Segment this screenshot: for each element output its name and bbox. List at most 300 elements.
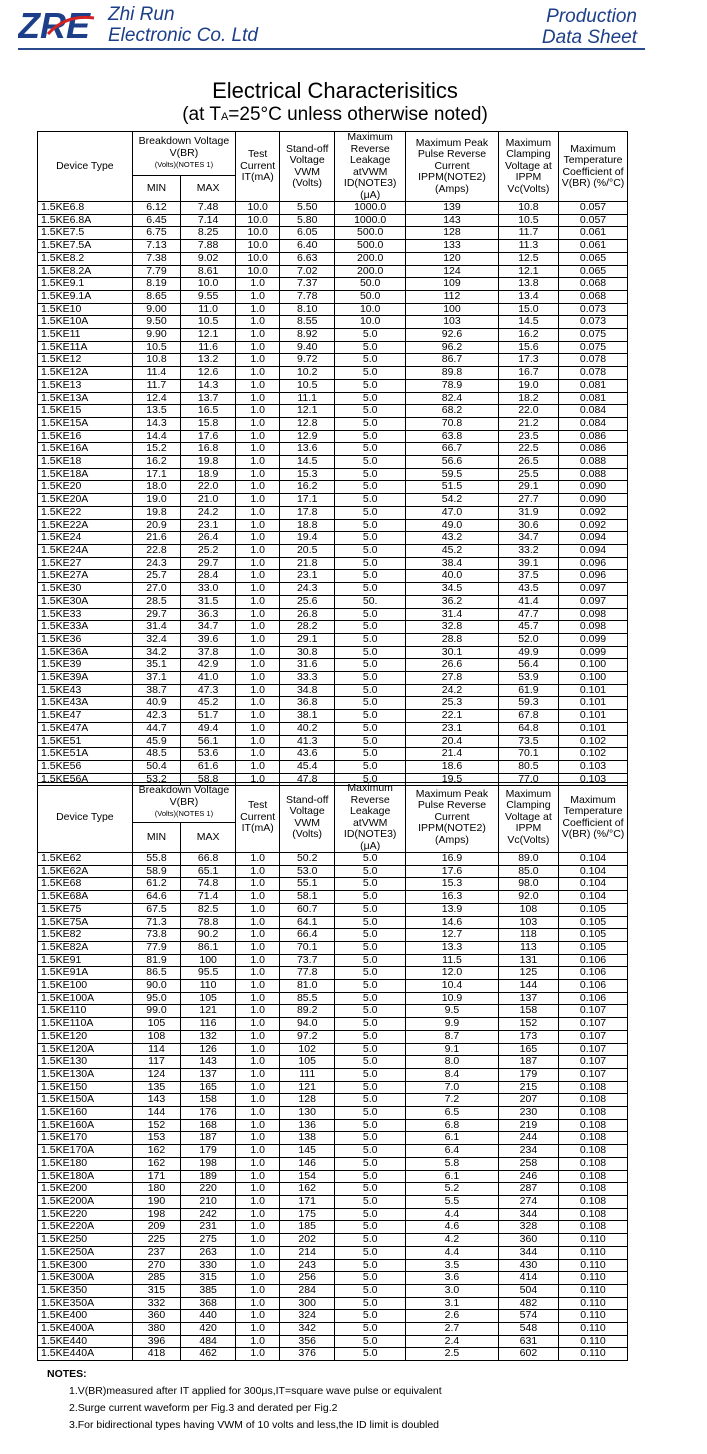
cell-peak-pulse-current: 26.6 (406, 659, 499, 672)
cell-device-type: 1.5KE33 (38, 608, 133, 621)
cell-reverse-leakage: 5.0 (335, 967, 406, 980)
cell-reverse-leakage: 5.0 (335, 1170, 406, 1183)
cell-device-type: 1.5KE170A (38, 1145, 133, 1158)
cell-test-current: 1.0 (236, 1221, 280, 1234)
cell-reverse-leakage: 5.0 (335, 1018, 406, 1031)
cell-peak-pulse-current: 3.1 (406, 1297, 499, 1310)
cell-standoff-voltage: 64.1 (280, 916, 335, 929)
cell-clamping-voltage: 344 (498, 1246, 558, 1259)
cell-temp-coefficient: 0.057 (559, 214, 628, 227)
cell-breakdown-min: 21.6 (132, 532, 180, 545)
cell-temp-coefficient: 0.108 (559, 1221, 628, 1234)
cell-breakdown-min: 180 (132, 1183, 180, 1196)
cell-peak-pulse-current: 21.4 (406, 748, 499, 761)
cell-clamping-voltage: 53.9 (498, 672, 558, 685)
cell-device-type: 1.5KE150 (38, 1081, 133, 1094)
cell-breakdown-max: 330 (181, 1259, 236, 1272)
cell-peak-pulse-current: 2.6 (406, 1310, 499, 1323)
cell-standoff-voltage: 342 (280, 1323, 335, 1336)
cell-breakdown-max: 49.4 (181, 722, 236, 735)
cell-breakdown-min: 108 (132, 1030, 180, 1043)
cell-device-type: 1.5KE160 (38, 1107, 133, 1120)
cell-reverse-leakage: 5.0 (335, 468, 406, 481)
table-row (38, 1272, 628, 1285)
cell-breakdown-max: 24.2 (181, 506, 236, 519)
cell-reverse-leakage: 5.0 (335, 519, 406, 532)
cell-breakdown-min: 48.5 (132, 748, 180, 761)
cell-clamping-voltage: 144 (498, 980, 558, 993)
cell-temp-coefficient: 0.110 (559, 1284, 628, 1297)
cell-device-type: 1.5KE91A (38, 967, 133, 980)
cell-standoff-voltage: 58.1 (280, 891, 335, 904)
cell-standoff-voltage: 15.3 (280, 468, 335, 481)
cell-standoff-voltage: 300 (280, 1297, 335, 1310)
cell-temp-coefficient: 0.110 (559, 1323, 628, 1336)
cell-reverse-leakage: 5.0 (335, 443, 406, 456)
cell-temp-coefficient: 0.094 (559, 532, 628, 545)
cell-reverse-leakage: 1000.0 (335, 214, 406, 227)
table-row (38, 891, 628, 904)
cell-device-type: 1.5KE10 (38, 303, 133, 316)
cell-device-type: 1.5KE200A (38, 1195, 133, 1208)
cell-peak-pulse-current: 31.4 (406, 608, 499, 621)
cell-reverse-leakage: 5.0 (335, 672, 406, 685)
cell-clamping-voltage: 23.5 (498, 430, 558, 443)
cell-breakdown-max: 9.55 (181, 290, 236, 303)
cell-peak-pulse-current: 4.4 (406, 1246, 499, 1259)
cell-standoff-voltage: 8.10 (280, 303, 335, 316)
cell-temp-coefficient: 0.101 (559, 697, 628, 710)
cell-reverse-leakage: 5.0 (335, 570, 406, 583)
table-row (38, 1170, 628, 1183)
col-temperature-coefficient: Maximum Temperature Coefficient of V(BR) (%/°C) (559, 132, 628, 202)
cell-breakdown-max: 110 (181, 980, 236, 993)
cell-standoff-voltage: 85.5 (280, 992, 335, 1005)
cell-temp-coefficient: 0.092 (559, 506, 628, 519)
cell-reverse-leakage: 5.0 (335, 1208, 406, 1221)
cell-standoff-voltage: 376 (280, 1348, 335, 1361)
cell-reverse-leakage: 5.0 (335, 405, 406, 418)
cell-device-type: 1.5KE47 (38, 710, 133, 723)
cell-test-current: 1.0 (236, 710, 280, 723)
cell-test-current: 1.0 (236, 967, 280, 980)
cell-device-type: 1.5KE20 (38, 481, 133, 494)
cell-device-type: 1.5KE440 (38, 1335, 133, 1348)
cell-standoff-voltage: 324 (280, 1310, 335, 1323)
cell-breakdown-min: 10.8 (132, 354, 180, 367)
col-min: MIN (132, 823, 180, 853)
table-row (38, 1348, 628, 1361)
cell-clamping-voltage: 92.0 (498, 891, 558, 904)
cell-standoff-voltage: 20.5 (280, 544, 335, 557)
cell-breakdown-min: 332 (132, 1297, 180, 1310)
cell-reverse-leakage: 5.0 (335, 1005, 406, 1018)
cell-breakdown-max: 53.6 (181, 748, 236, 761)
cell-clamping-voltage: 85.0 (498, 865, 558, 878)
cell-test-current: 1.0 (236, 278, 280, 291)
cell-breakdown-min: 42.3 (132, 710, 180, 723)
cell-breakdown-min: 171 (132, 1170, 180, 1183)
cell-test-current: 10.0 (236, 252, 280, 265)
cell-peak-pulse-current: 9.9 (406, 1018, 499, 1031)
table-row (38, 865, 628, 878)
cell-clamping-voltage: 430 (498, 1259, 558, 1272)
cell-clamping-voltage: 15.6 (498, 341, 558, 354)
cell-peak-pulse-current: 34.5 (406, 583, 499, 596)
cell-breakdown-max: 74.8 (181, 878, 236, 891)
cell-reverse-leakage: 5.0 (335, 748, 406, 761)
cell-standoff-voltage: 102 (280, 1043, 335, 1056)
cell-standoff-voltage: 154 (280, 1170, 335, 1183)
cell-breakdown-max: 19.8 (181, 456, 236, 469)
table-row (38, 760, 628, 773)
cell-clamping-voltage: 158 (498, 1005, 558, 1018)
cell-device-type: 1.5KE250 (38, 1234, 133, 1247)
cell-breakdown-min: 11.4 (132, 367, 180, 380)
cell-test-current: 1.0 (236, 891, 280, 904)
cell-device-type: 1.5KE11 (38, 329, 133, 342)
cell-breakdown-max: 36.3 (181, 608, 236, 621)
cell-breakdown-max: 10.5 (181, 316, 236, 329)
cell-peak-pulse-current: 20.4 (406, 735, 499, 748)
cell-temp-coefficient: 0.073 (559, 303, 628, 316)
cell-breakdown-min: 7.13 (132, 240, 180, 253)
cell-temp-coefficient: 0.104 (559, 865, 628, 878)
cell-temp-coefficient: 0.108 (559, 1107, 628, 1120)
cell-breakdown-min: 77.9 (132, 941, 180, 954)
table-row (38, 941, 628, 954)
cell-device-type: 1.5KE6.8A (38, 214, 133, 227)
cell-temp-coefficient: 0.073 (559, 316, 628, 329)
cell-device-type: 1.5KE56A (38, 773, 133, 786)
cell-breakdown-max: 158 (181, 1094, 236, 1107)
cell-breakdown-min: 225 (132, 1234, 180, 1247)
cell-breakdown-max: 231 (181, 1221, 236, 1234)
cell-test-current: 1.0 (236, 481, 280, 494)
table-row (38, 202, 628, 215)
cell-standoff-voltage: 16.2 (280, 481, 335, 494)
cell-clamping-voltage: 22.5 (498, 443, 558, 456)
cell-temp-coefficient: 0.057 (559, 202, 628, 215)
cell-standoff-voltage: 24.3 (280, 583, 335, 596)
cell-standoff-voltage: 6.40 (280, 240, 335, 253)
cell-breakdown-max: 51.7 (181, 710, 236, 723)
cell-breakdown-max: 22.0 (181, 481, 236, 494)
cell-peak-pulse-current: 66.7 (406, 443, 499, 456)
cell-reverse-leakage: 5.0 (335, 417, 406, 430)
cell-peak-pulse-current: 59.5 (406, 468, 499, 481)
col-clamping-voltage: Maximum Clamping Voltage at IPPM Vc(Volts) (498, 132, 558, 202)
cell-clamping-voltage: 12.5 (498, 252, 558, 265)
cell-breakdown-max: 176 (181, 1107, 236, 1120)
cell-breakdown-min: 153 (132, 1132, 180, 1145)
cell-standoff-voltage: 175 (280, 1208, 335, 1221)
table-row (38, 506, 628, 519)
cell-reverse-leakage: 500.0 (335, 240, 406, 253)
cell-standoff-voltage: 60.7 (280, 903, 335, 916)
cell-breakdown-max: 462 (181, 1348, 236, 1361)
cell-breakdown-max: 42.9 (181, 659, 236, 672)
cell-temp-coefficient: 0.110 (559, 1272, 628, 1285)
cell-peak-pulse-current: 13.3 (406, 941, 499, 954)
table-row (38, 1132, 628, 1145)
cell-temp-coefficient: 0.110 (559, 1246, 628, 1259)
cell-test-current: 1.0 (236, 506, 280, 519)
cell-test-current: 1.0 (236, 672, 280, 685)
cell-reverse-leakage: 5.0 (335, 992, 406, 1005)
cell-breakdown-min: 19.8 (132, 506, 180, 519)
col-clamping-voltage: Maximum Clamping Voltage at IPPM Vc(Volts) (498, 783, 558, 853)
cell-peak-pulse-current: 16.9 (406, 853, 499, 866)
cell-test-current: 1.0 (236, 1068, 280, 1081)
cell-breakdown-max: 198 (181, 1157, 236, 1170)
cell-device-type: 1.5KE400 (38, 1310, 133, 1323)
cell-clamping-voltage: 414 (498, 1272, 558, 1285)
cell-standoff-voltage: 214 (280, 1246, 335, 1259)
cell-temp-coefficient: 0.110 (559, 1234, 628, 1247)
cell-peak-pulse-current: 13.9 (406, 903, 499, 916)
cell-device-type: 1.5KE8.2 (38, 252, 133, 265)
cell-standoff-voltage: 55.1 (280, 878, 335, 891)
cell-standoff-voltage: 13.6 (280, 443, 335, 456)
cell-temp-coefficient: 0.102 (559, 735, 628, 748)
table-row (38, 481, 628, 494)
cell-breakdown-max: 8.25 (181, 227, 236, 240)
table-row (38, 265, 628, 278)
cell-peak-pulse-current: 45.2 (406, 544, 499, 557)
cell-reverse-leakage: 10.0 (335, 303, 406, 316)
cell-breakdown-min: 99.0 (132, 1005, 180, 1018)
cell-breakdown-max: 65.1 (181, 865, 236, 878)
cell-test-current: 1.0 (236, 697, 280, 710)
table-row (38, 367, 628, 380)
cell-device-type: 1.5KE20A (38, 494, 133, 507)
cell-clamping-voltage: 47.7 (498, 608, 558, 621)
table-row (38, 1259, 628, 1272)
cell-clamping-voltage: 37.5 (498, 570, 558, 583)
cell-peak-pulse-current: 24.2 (406, 684, 499, 697)
cell-device-type: 1.5KE75 (38, 903, 133, 916)
cell-clamping-voltage: 344 (498, 1208, 558, 1221)
cell-reverse-leakage: 5.0 (335, 1297, 406, 1310)
cell-reverse-leakage: 5.0 (335, 1272, 406, 1285)
cell-breakdown-max: 179 (181, 1145, 236, 1158)
table-row (38, 608, 628, 621)
cell-reverse-leakage: 5.0 (335, 1246, 406, 1259)
col-device-type: Device Type (38, 783, 133, 853)
cell-breakdown-min: 17.1 (132, 468, 180, 481)
cell-temp-coefficient: 0.108 (559, 1183, 628, 1196)
cell-peak-pulse-current: 86.7 (406, 354, 499, 367)
cell-reverse-leakage: 5.0 (335, 1335, 406, 1348)
cell-reverse-leakage: 500.0 (335, 227, 406, 240)
cell-standoff-voltage: 53.0 (280, 865, 335, 878)
cell-clamping-voltage: 29.1 (498, 481, 558, 494)
note-2: 2.Surge current waveform per Fig.3 and derated per Fig.2 (69, 1402, 338, 1414)
table-row (38, 1335, 628, 1348)
cell-peak-pulse-current: 139 (406, 202, 499, 215)
cell-standoff-voltage: 36.8 (280, 697, 335, 710)
cell-breakdown-max: 242 (181, 1208, 236, 1221)
cell-clamping-voltage: 574 (498, 1310, 558, 1323)
cell-temp-coefficient: 0.068 (559, 278, 628, 291)
cell-standoff-voltage: 33.3 (280, 672, 335, 685)
table-row (38, 532, 628, 545)
cell-temp-coefficient: 0.104 (559, 853, 628, 866)
cell-breakdown-max: 23.1 (181, 519, 236, 532)
cell-temp-coefficient: 0.103 (559, 760, 628, 773)
cell-temp-coefficient: 0.102 (559, 748, 628, 761)
cell-reverse-leakage: 5.0 (335, 697, 406, 710)
cell-peak-pulse-current: 2.7 (406, 1323, 499, 1336)
cell-breakdown-max: 37.8 (181, 646, 236, 659)
table-row (38, 430, 628, 443)
doc-type-line2: Data Sheet (541, 27, 637, 48)
cell-temp-coefficient: 0.104 (559, 891, 628, 904)
cell-device-type: 1.5KE120 (38, 1030, 133, 1043)
cell-clamping-voltage: 187 (498, 1056, 558, 1069)
cell-standoff-voltage: 9.40 (280, 341, 335, 354)
cell-reverse-leakage: 5.0 (335, 456, 406, 469)
cell-breakdown-max: 315 (181, 1272, 236, 1285)
cell-device-type: 1.5KE24A (38, 544, 133, 557)
cell-standoff-voltage: 77.8 (280, 967, 335, 980)
cell-clamping-voltage: 219 (498, 1119, 558, 1132)
cell-device-type: 1.5KE82 (38, 929, 133, 942)
cell-breakdown-min: 18.0 (132, 481, 180, 494)
notes-title: NOTES: (47, 1368, 87, 1380)
cell-test-current: 1.0 (236, 1335, 280, 1348)
cell-standoff-voltage: 81.0 (280, 980, 335, 993)
cell-reverse-leakage: 5.0 (335, 608, 406, 621)
cell-peak-pulse-current: 6.4 (406, 1145, 499, 1158)
cell-clamping-voltage: 274 (498, 1195, 558, 1208)
cell-reverse-leakage: 5.0 (335, 710, 406, 723)
cell-breakdown-min: 61.2 (132, 878, 180, 891)
cell-reverse-leakage: 5.0 (335, 929, 406, 942)
cell-standoff-voltage: 8.55 (280, 316, 335, 329)
cell-standoff-voltage: 7.37 (280, 278, 335, 291)
cell-reverse-leakage: 5.0 (335, 1094, 406, 1107)
cell-test-current: 1.0 (236, 1323, 280, 1336)
cell-temp-coefficient: 0.061 (559, 240, 628, 253)
cell-clamping-voltage: 207 (498, 1094, 558, 1107)
cell-reverse-leakage: 5.0 (335, 878, 406, 891)
cell-test-current: 1.0 (236, 1145, 280, 1158)
cell-device-type: 1.5KE33A (38, 621, 133, 634)
cell-breakdown-min: 22.8 (132, 544, 180, 557)
cell-breakdown-max: 440 (181, 1310, 236, 1323)
table-row (38, 1145, 628, 1158)
cell-standoff-voltage: 38.1 (280, 710, 335, 723)
cell-temp-coefficient: 0.110 (559, 1335, 628, 1348)
cell-breakdown-max: 71.4 (181, 891, 236, 904)
cell-temp-coefficient: 0.108 (559, 1195, 628, 1208)
cell-breakdown-min: 19.0 (132, 494, 180, 507)
cell-clamping-voltage: 258 (498, 1157, 558, 1170)
cell-breakdown-max: 39.6 (181, 633, 236, 646)
cell-temp-coefficient: 0.088 (559, 468, 628, 481)
table-row (38, 379, 628, 392)
svg-text:ZRE: ZRE (18, 5, 90, 46)
table-row (38, 1119, 628, 1132)
cell-reverse-leakage: 5.0 (335, 481, 406, 494)
cell-temp-coefficient: 0.061 (559, 227, 628, 240)
subtitle-subscript: A (220, 111, 229, 123)
cell-test-current: 1.0 (236, 916, 280, 929)
table-row (38, 1297, 628, 1310)
cell-breakdown-max: 29.7 (181, 557, 236, 570)
table-row (38, 1234, 628, 1247)
cell-clamping-voltage: 11.3 (498, 240, 558, 253)
cell-test-current: 10.0 (236, 202, 280, 215)
cell-temp-coefficient: 0.075 (559, 341, 628, 354)
table-row (38, 456, 628, 469)
cell-peak-pulse-current: 10.9 (406, 992, 499, 1005)
table-row (38, 929, 628, 942)
cell-peak-pulse-current: 5.5 (406, 1195, 499, 1208)
cell-reverse-leakage: 5.0 (335, 494, 406, 507)
cell-reverse-leakage: 50. (335, 595, 406, 608)
cell-device-type: 1.5KE100A (38, 992, 133, 1005)
cell-peak-pulse-current: 9.5 (406, 1005, 499, 1018)
cell-clamping-voltage: 118 (498, 929, 558, 942)
cell-clamping-voltage: 602 (498, 1348, 558, 1361)
cell-breakdown-min: 9.50 (132, 316, 180, 329)
cell-breakdown-max: 13.2 (181, 354, 236, 367)
cell-test-current: 1.0 (236, 1284, 280, 1297)
cell-test-current: 1.0 (236, 456, 280, 469)
cell-reverse-leakage: 5.0 (335, 557, 406, 570)
cell-test-current: 1.0 (236, 443, 280, 456)
cell-peak-pulse-current: 54.2 (406, 494, 499, 507)
cell-standoff-voltage: 10.2 (280, 367, 335, 380)
cell-temp-coefficient: 0.088 (559, 456, 628, 469)
cell-peak-pulse-current: 43.2 (406, 532, 499, 545)
cell-temp-coefficient: 0.108 (559, 1170, 628, 1183)
cell-device-type: 1.5KE180 (38, 1157, 133, 1170)
cell-device-type: 1.5KE130A (38, 1068, 133, 1081)
cell-reverse-leakage: 5.0 (335, 430, 406, 443)
cell-clamping-voltage: 230 (498, 1107, 558, 1120)
cell-breakdown-min: 198 (132, 1208, 180, 1221)
cell-reverse-leakage: 50.0 (335, 290, 406, 303)
cell-clamping-voltage: 59.3 (498, 697, 558, 710)
cell-standoff-voltage: 89.2 (280, 1005, 335, 1018)
cell-reverse-leakage: 5.0 (335, 544, 406, 557)
cell-test-current: 1.0 (236, 329, 280, 342)
cell-breakdown-max: 7.14 (181, 214, 236, 227)
cell-breakdown-min: 9.90 (132, 329, 180, 342)
cell-temp-coefficient: 0.105 (559, 916, 628, 929)
cell-peak-pulse-current: 103 (406, 316, 499, 329)
cell-temp-coefficient: 0.110 (559, 1259, 628, 1272)
table-row (38, 595, 628, 608)
notes (47, 1366, 442, 1434)
table-row (38, 722, 628, 735)
table-row (38, 240, 628, 253)
cell-breakdown-min: 86.5 (132, 967, 180, 980)
cell-reverse-leakage: 5.0 (335, 1145, 406, 1158)
cell-clamping-voltage: 179 (498, 1068, 558, 1081)
cell-peak-pulse-current: 82.4 (406, 392, 499, 405)
table-row (38, 354, 628, 367)
cell-breakdown-min: 7.38 (132, 252, 180, 265)
cell-test-current: 1.0 (236, 405, 280, 418)
cell-breakdown-min: 10.5 (132, 341, 180, 354)
cell-standoff-voltage: 5.50 (280, 202, 335, 215)
cell-breakdown-min: 6.12 (132, 202, 180, 215)
